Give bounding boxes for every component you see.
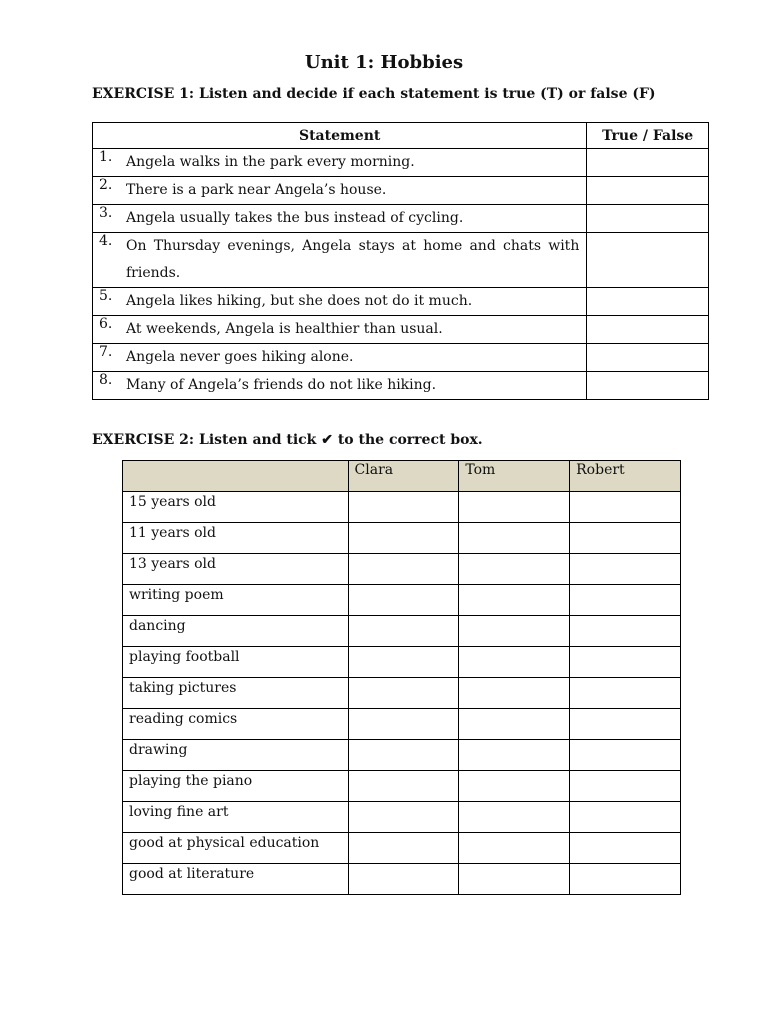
table-row	[123, 678, 681, 709]
tom-tick-box[interactable]	[459, 833, 570, 864]
robert-tick-box[interactable]	[570, 554, 681, 585]
exercise-1-table	[92, 122, 709, 400]
tom-tick-box[interactable]	[459, 492, 570, 523]
item-label: reading comics	[123, 709, 349, 740]
statement-number: 3.	[99, 205, 113, 221]
true-false-answer-cell[interactable]	[587, 316, 709, 344]
robert-tick-box[interactable]	[570, 616, 681, 647]
clara-tick-box[interactable]	[348, 802, 459, 833]
table-row	[123, 771, 681, 802]
robert-tick-box[interactable]	[570, 864, 681, 895]
tom-tick-box[interactable]	[459, 678, 570, 709]
table-row	[123, 647, 681, 678]
table-row	[93, 288, 709, 316]
table-row	[123, 833, 681, 864]
statement-cell	[93, 288, 587, 316]
item-label: taking pictures	[123, 678, 349, 709]
true-false-answer-cell[interactable]	[587, 344, 709, 372]
true-false-answer-cell[interactable]	[587, 288, 709, 316]
clara-tick-box[interactable]	[348, 740, 459, 771]
tom-tick-box[interactable]	[459, 771, 570, 802]
robert-tick-box[interactable]	[570, 833, 681, 864]
true-false-answer-cell[interactable]	[587, 149, 709, 177]
table-header-row	[123, 461, 681, 492]
clara-tick-box[interactable]	[348, 678, 459, 709]
robert-tick-box[interactable]	[570, 771, 681, 802]
tom-tick-box[interactable]	[459, 864, 570, 895]
item-label: 13 years old	[123, 554, 349, 585]
statement-text: There is a park near Angela’s house.	[126, 182, 387, 198]
statement-cell	[93, 372, 587, 400]
robert-tick-box[interactable]	[570, 523, 681, 554]
table-row	[123, 864, 681, 895]
statement-text: Angela usually takes the bus instead of cycling.	[126, 210, 464, 226]
clara-tick-box[interactable]	[348, 709, 459, 740]
clara-tick-box[interactable]	[348, 771, 459, 802]
item-label: loving fine art	[123, 802, 349, 833]
statement-text: Angela walks in the park every morning.	[126, 154, 415, 170]
true-false-answer-cell[interactable]	[587, 205, 709, 233]
statement-cell	[93, 177, 587, 205]
table-row	[93, 316, 709, 344]
table-row	[123, 554, 681, 585]
statement-cell	[93, 233, 587, 288]
table-row	[93, 233, 709, 288]
statement-cell	[93, 205, 587, 233]
tom-tick-box[interactable]	[459, 709, 570, 740]
table-row	[123, 709, 681, 740]
item-label: playing the piano	[123, 771, 349, 802]
item-label: 11 years old	[123, 523, 349, 554]
table-row	[93, 372, 709, 400]
statement-text: Angela never goes hiking alone.	[126, 349, 354, 365]
tom-tick-box[interactable]	[459, 616, 570, 647]
table-header-row	[93, 123, 709, 149]
item-label: playing football	[123, 647, 349, 678]
tom-tick-box[interactable]	[459, 802, 570, 833]
statement-number: 4.	[99, 233, 113, 249]
tom-header: Tom	[459, 461, 570, 492]
robert-tick-box[interactable]	[570, 740, 681, 771]
item-label: drawing	[123, 740, 349, 771]
item-label: dancing	[123, 616, 349, 647]
robert-tick-box[interactable]	[570, 709, 681, 740]
table-row	[123, 523, 681, 554]
tom-tick-box[interactable]	[459, 554, 570, 585]
clara-tick-box[interactable]	[348, 554, 459, 585]
statement-number: 5.	[99, 288, 113, 304]
statement-cell	[93, 149, 587, 177]
clara-tick-box[interactable]	[348, 864, 459, 895]
clara-tick-box[interactable]	[348, 492, 459, 523]
table-row	[93, 149, 709, 177]
clara-header: Clara	[348, 461, 459, 492]
table-row	[93, 205, 709, 233]
robert-tick-box[interactable]	[570, 647, 681, 678]
statement-number: 7.	[99, 344, 113, 360]
clara-tick-box[interactable]	[348, 523, 459, 554]
exercise-2-heading: EXERCISE 2: Listen and tick ✔ to the correct box.	[92, 432, 483, 448]
true-false-answer-cell[interactable]	[587, 233, 709, 288]
true-false-header: True / False	[587, 123, 709, 149]
robert-header: Robert	[570, 461, 681, 492]
robert-tick-box[interactable]	[570, 492, 681, 523]
clara-tick-box[interactable]	[348, 647, 459, 678]
table-row	[123, 585, 681, 616]
page-title: Unit 1: Hobbies	[304, 52, 464, 73]
tom-tick-box[interactable]	[459, 585, 570, 616]
tom-tick-box[interactable]	[459, 523, 570, 554]
robert-tick-box[interactable]	[570, 802, 681, 833]
statement-text: Angela likes hiking, but she does not do it much.	[126, 293, 473, 309]
statement-cell	[93, 344, 587, 372]
exercise-1-heading: EXERCISE 1: Listen and decide if each statement is true (T) or false (F)	[92, 86, 656, 102]
table-row	[123, 802, 681, 833]
clara-tick-box[interactable]	[348, 585, 459, 616]
statement-text: On Thursday evenings, Angela stays at home and chats with friends.	[126, 238, 580, 281]
item-label: good at literature	[123, 864, 349, 895]
table-row	[93, 177, 709, 205]
table-row	[123, 740, 681, 771]
statement-number: 8.	[99, 372, 113, 388]
robert-tick-box[interactable]	[570, 585, 681, 616]
table-row	[123, 616, 681, 647]
true-false-answer-cell[interactable]	[587, 372, 709, 400]
statement-text: At weekends, Angela is healthier than usual.	[126, 321, 443, 337]
statement-text: Many of Angela’s friends do not like hiking.	[126, 377, 437, 393]
statement-number: 1.	[99, 149, 113, 165]
tom-tick-box[interactable]	[459, 740, 570, 771]
table-row	[93, 344, 709, 372]
statement-number: 6.	[99, 316, 113, 332]
robert-tick-box[interactable]	[570, 678, 681, 709]
table-row	[123, 492, 681, 523]
item-label: writing poem	[123, 585, 349, 616]
true-false-answer-cell[interactable]	[587, 177, 709, 205]
item-label: good at physical education	[123, 833, 349, 864]
tom-tick-box[interactable]	[459, 647, 570, 678]
item-label: 15 years old	[123, 492, 349, 523]
clara-tick-box[interactable]	[348, 616, 459, 647]
statement-header: Statement	[93, 123, 587, 149]
statement-cell	[93, 316, 587, 344]
exercise-2-table	[122, 460, 681, 895]
blank-header-cell	[123, 461, 349, 492]
clara-tick-box[interactable]	[348, 833, 459, 864]
statement-number: 2.	[99, 177, 113, 193]
